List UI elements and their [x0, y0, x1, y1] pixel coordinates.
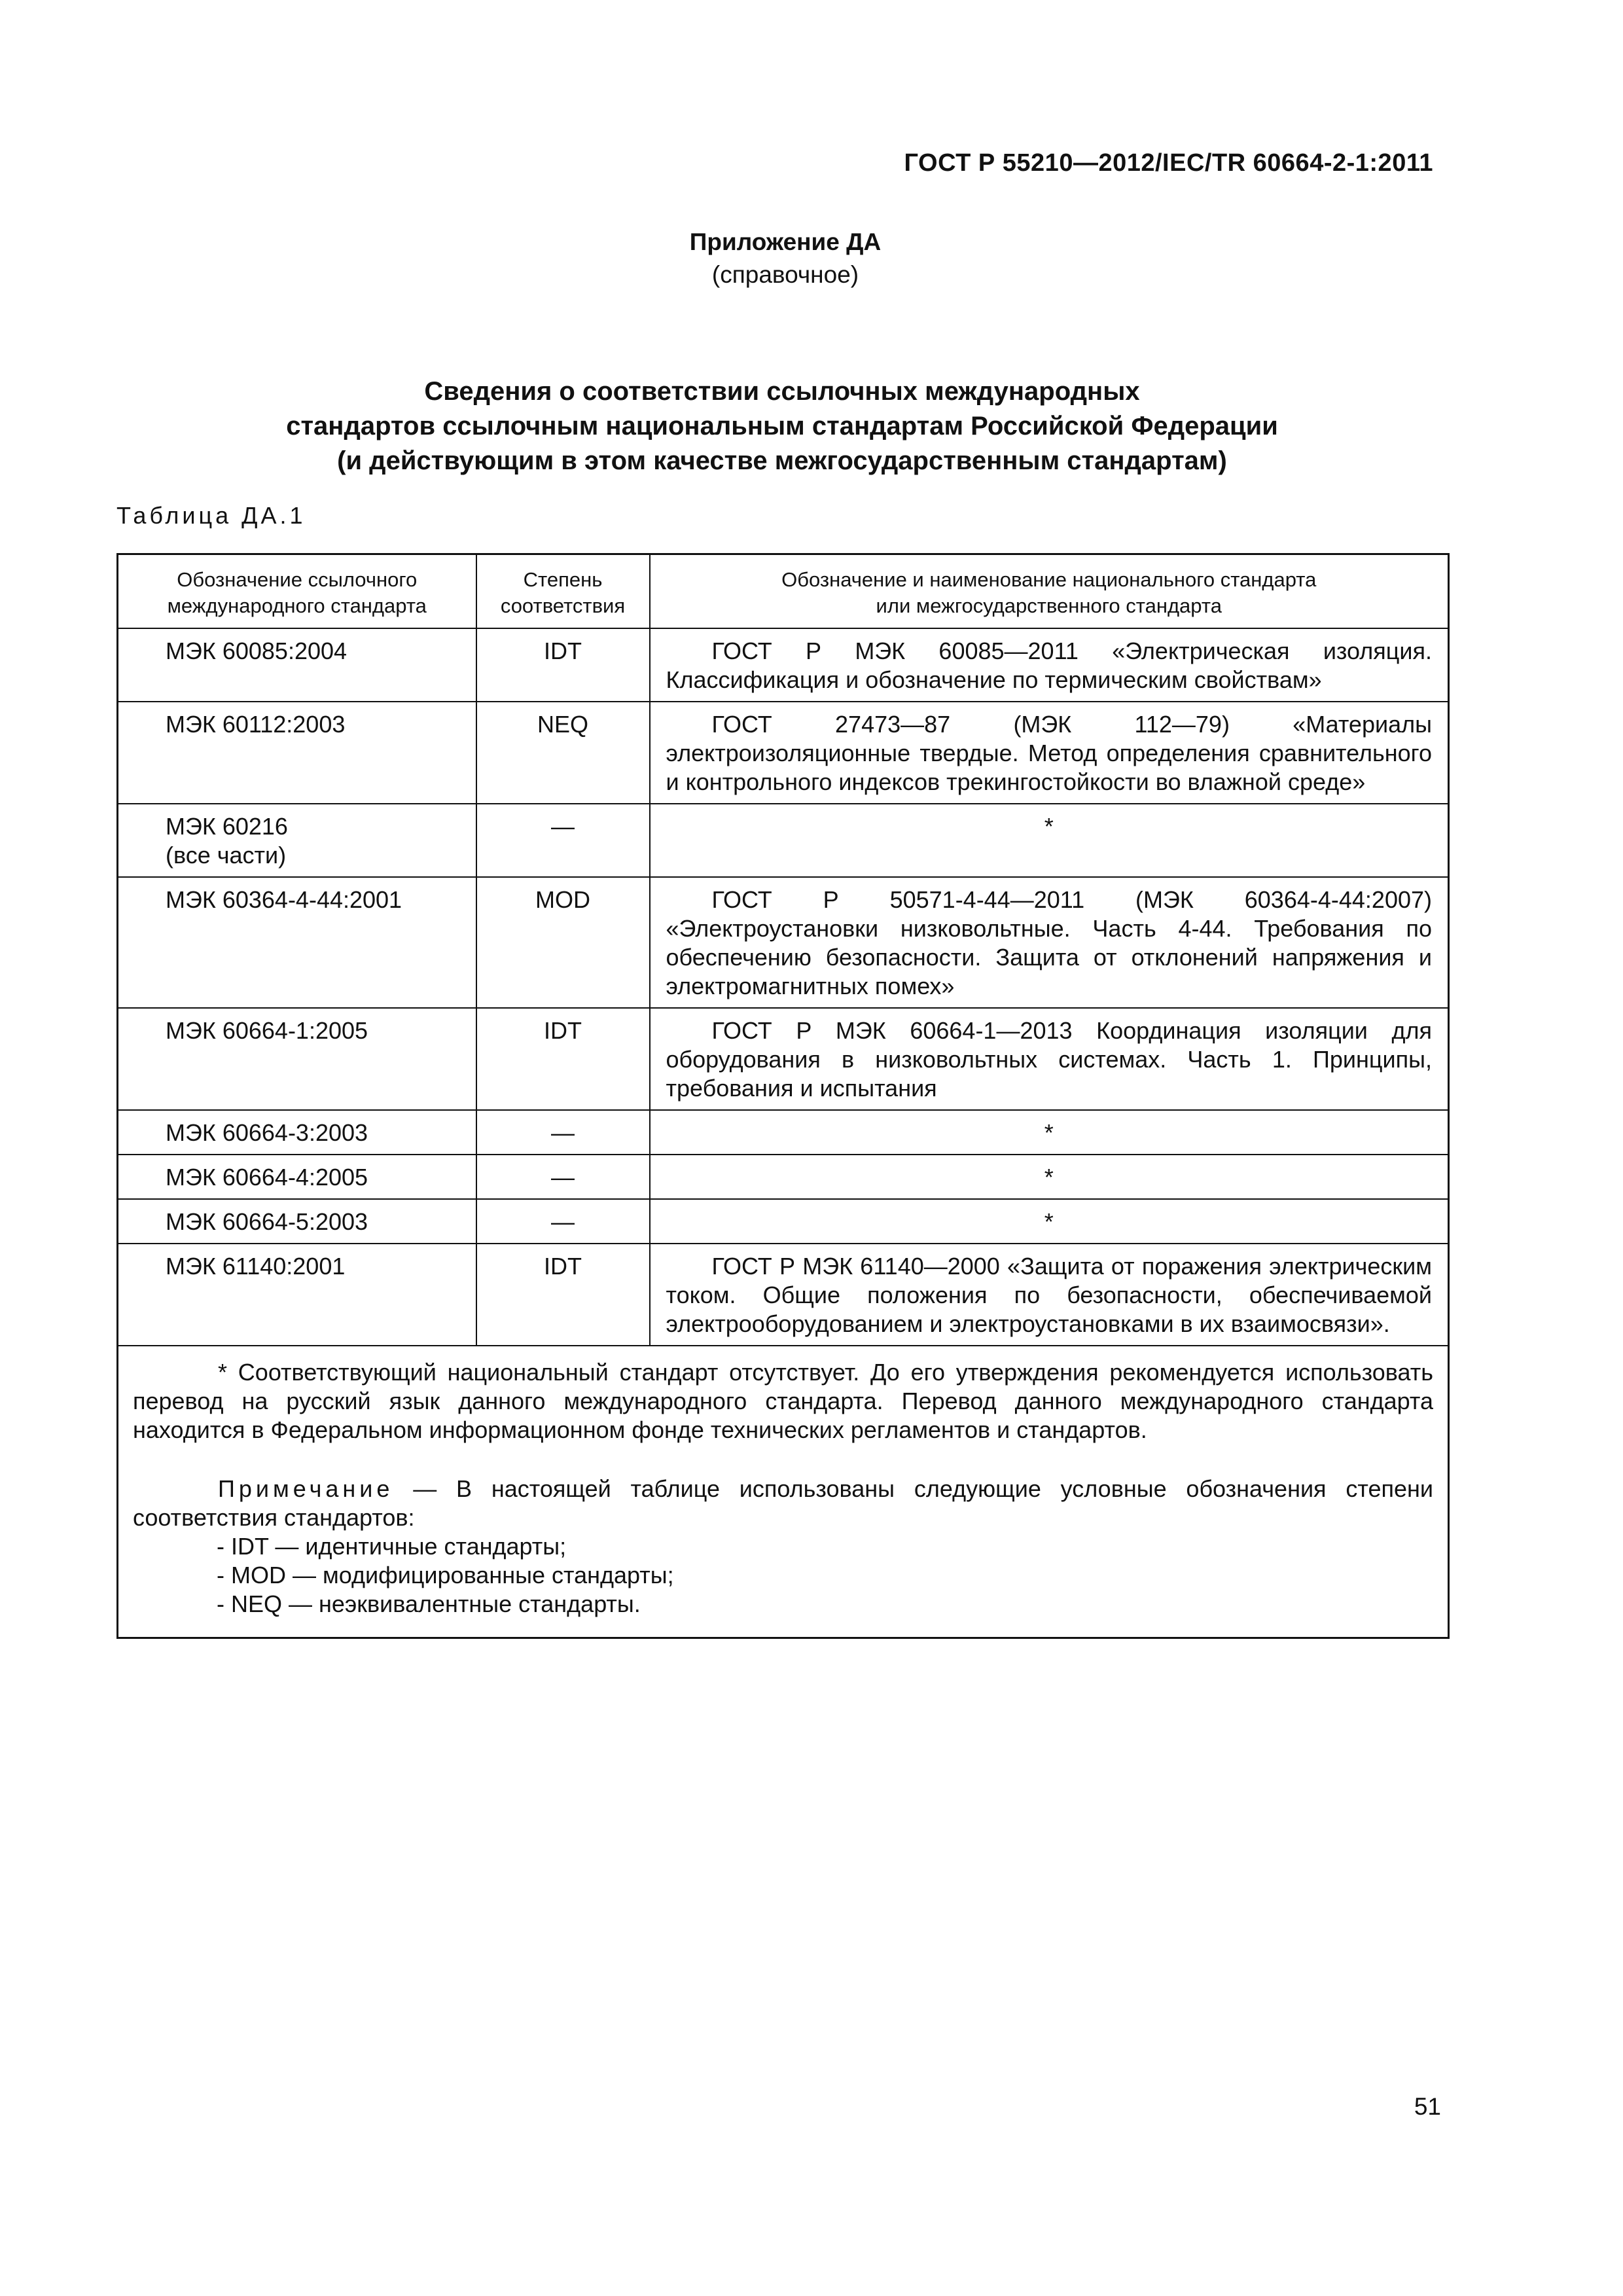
- appendix-title: Приложение ДА: [689, 228, 882, 255]
- national-cell: *: [650, 1110, 1449, 1155]
- appendix-subtitle: (справочное): [711, 261, 859, 288]
- reference-cell: [118, 804, 476, 877]
- reference-cell: МЭК 60664-4:2005: [118, 1155, 476, 1199]
- table-footnote-row: [118, 1346, 1449, 1638]
- page-number: 51: [1414, 2093, 1441, 2120]
- table-label: Таблица ДА.1: [116, 502, 306, 529]
- degree-cell: IDT: [476, 1008, 650, 1110]
- table-row: [118, 628, 1449, 702]
- table-row: [118, 1244, 1449, 1346]
- national-cell: ГОСТ Р 50571-4-44—2011 (МЭК 60364-4-44:2007) «Электроустановки низковольтные. Часть 4-44. Требования по обеспечению безопасности. Защита от отклонений напряжения и электромагнитных помех»: [650, 877, 1449, 1008]
- footnote-text: * Соответствующий национальный стандарт отсутствует. До его утверждения рекомендуется использовать перевод на русский язык данного международного стандарта. Перевод данного международного стандарта находится в Федеральном информационном фонде технических регламентов и стандартов.: [133, 1359, 1433, 1443]
- degree-cell: —: [476, 1110, 650, 1155]
- list-item: - IDT — идентичные стандарты;: [217, 1533, 567, 1560]
- reference-text: (все части): [166, 842, 287, 869]
- reference-cell: МЭК 61140:2001: [118, 1244, 476, 1346]
- correspondence-table: [116, 553, 1450, 1639]
- reference-cell: МЭК 60364-4-44:2001: [118, 877, 476, 1008]
- national-cell: ГОСТ Р МЭК 60664-1—2013 Координация изоляции для оборудования в низковольтных системах. Часть 1. Принципы, требования и испытания: [650, 1008, 1449, 1110]
- degree-cell: NEQ: [476, 702, 650, 804]
- header-text: или межгосударственного стандарта: [876, 594, 1222, 617]
- note-label: Примечание: [218, 1475, 394, 1502]
- table-header-row: [118, 554, 1449, 629]
- header-text: международного стандарта: [167, 594, 427, 617]
- table-row: [118, 1008, 1449, 1110]
- list-item: - MOD — модифицированные стандарты;: [217, 1562, 674, 1588]
- reference-text: МЭК 60216: [166, 813, 288, 840]
- section-title: [118, 374, 1446, 478]
- table-row: [118, 877, 1449, 1008]
- header-text: соответствия: [500, 594, 626, 617]
- note-text: — В настоящей таблице использованы следующие условные обозначения степени соответствия стандартов:: [133, 1475, 1433, 1531]
- table-note: [133, 1475, 1433, 1532]
- appendix-heading: [654, 226, 916, 291]
- table-row: [118, 804, 1449, 877]
- degree-cell: —: [476, 1155, 650, 1199]
- degree-cell: —: [476, 804, 650, 877]
- note-list: [133, 1532, 1433, 1619]
- header-reference-standard: [118, 554, 476, 629]
- national-cell: *: [650, 1155, 1449, 1199]
- header-degree: [476, 554, 650, 629]
- table-row: [118, 702, 1449, 804]
- degree-cell: —: [476, 1199, 650, 1244]
- section-title-line: стандартов ссылочным национальным стандартам Российской Федерации: [286, 412, 1278, 440]
- reference-cell: МЭК 60664-5:2003: [118, 1199, 476, 1244]
- table-row: [118, 1155, 1449, 1199]
- header-text: Степень: [523, 568, 603, 591]
- document-code: ГОСТ Р 55210—2012/IEC/TR 60664-2-1:2011: [904, 149, 1433, 177]
- reference-cell: МЭК 60664-1:2005: [118, 1008, 476, 1110]
- section-title-line: (и действующим в этом качестве межгосударственным стандартам): [337, 446, 1227, 475]
- reference-cell: МЭК 60664-3:2003: [118, 1110, 476, 1155]
- degree-cell: IDT: [476, 1244, 650, 1346]
- table-row: [118, 1110, 1449, 1155]
- header-national-standard: [650, 554, 1449, 629]
- degree-cell: IDT: [476, 628, 650, 702]
- header-text: Обозначение и наименование национального стандарта: [781, 568, 1317, 591]
- header-text: Обозначение ссылочного: [177, 568, 418, 591]
- national-cell: ГОСТ 27473—87 (МЭК 112—79) «Материалы электроизоляционные твердые. Метод определения сравнительного и контрольного индексов трекингостойкости во влажной среде»: [650, 702, 1449, 804]
- national-cell: *: [650, 804, 1449, 877]
- degree-cell: MOD: [476, 877, 650, 1008]
- national-cell: ГОСТ Р МЭК 60085—2011 «Электрическая изоляция. Классификация и обозначение по термическим свойствам»: [650, 628, 1449, 702]
- reference-cell: МЭК 60085:2004: [118, 628, 476, 702]
- list-item: - NEQ — неэквивалентные стандарты.: [217, 1590, 641, 1617]
- national-cell: ГОСТ Р МЭК 61140—2000 «Защита от поражения электрическим током. Общие положения по безопасности, обеспечиваемой электрооборудованием и электроустановками в их взаимосвязи».: [650, 1244, 1449, 1346]
- national-cell: *: [650, 1199, 1449, 1244]
- section-title-line: Сведения о соответствии ссылочных международных: [424, 377, 1140, 406]
- table-footnote: [118, 1346, 1449, 1638]
- table-row: [118, 1199, 1449, 1244]
- reference-cell: МЭК 60112:2003: [118, 702, 476, 804]
